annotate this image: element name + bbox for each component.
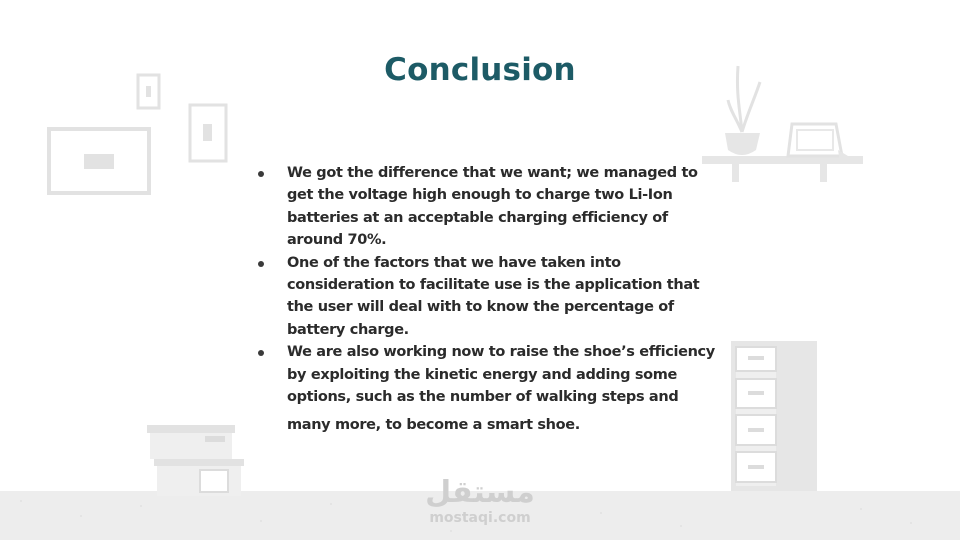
bullet-list <box>258 162 728 437</box>
bullet-dot-icon <box>258 350 264 356</box>
desk-stack <box>147 425 235 433</box>
watermark-latin-text: mostaqi.com <box>429 510 531 526</box>
bullet-text: We are also working now to raise the shoe’s efficiency by exploiting the kinetic energy and adding some options, such as the number of walking steps and <box>287 344 715 406</box>
bullet-item <box>258 341 728 437</box>
bullet-item <box>258 252 728 342</box>
bullet-dot-icon <box>258 171 264 177</box>
plant-pot <box>725 133 760 155</box>
bullet-text-continuation: many more, to become a smart shoe. <box>287 417 580 434</box>
bullet-text: We got the difference that we want; we managed to get the voltage high enough to charge two Li-Ion batteries at an acceptable charging efficiency of around 70%. <box>287 165 698 249</box>
mostaqi-watermark <box>412 476 548 526</box>
bullet-item <box>258 162 728 252</box>
page-title: Conclusion <box>384 52 576 88</box>
bullet-dot-icon <box>258 261 264 267</box>
bullet-text: One of the factors that we have taken into consideration to facilitate use is the application that the user will deal with to know the percentage of battery charge. <box>287 254 700 338</box>
watermark-arabic-text: مستقل <box>425 475 535 510</box>
